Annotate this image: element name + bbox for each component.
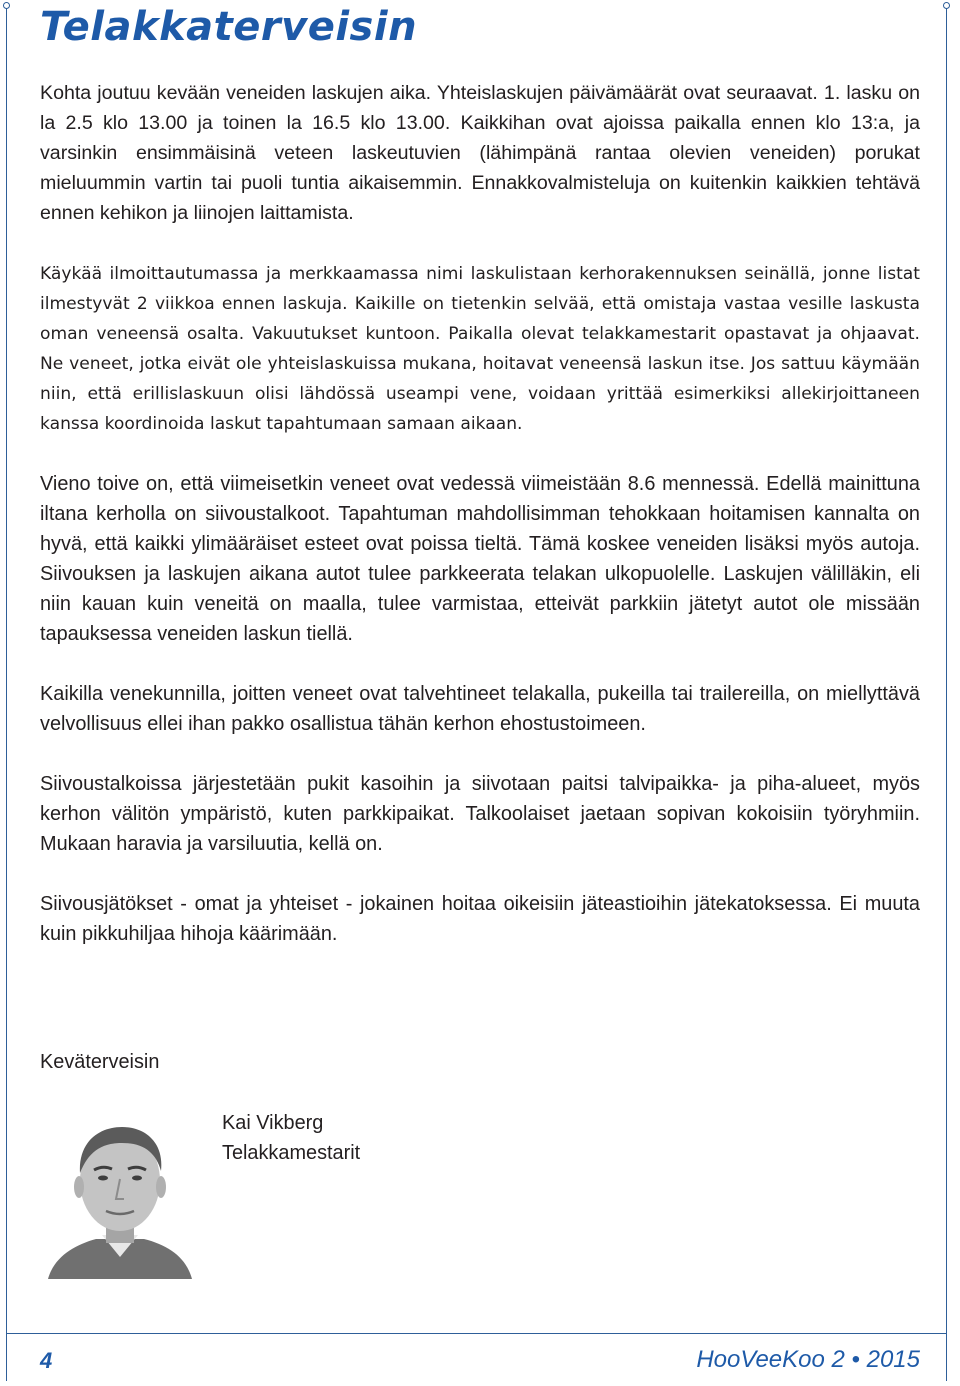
- page-frame-left-line: [6, 7, 7, 1381]
- author-name: Kai Vikberg: [222, 1112, 324, 1134]
- paragraph-cleanup-day: Vieno toive on, että viimeisetkin veneet ovat vedessä viimeistään 8.6 mennessä. Edellä mainittuna iltana kerholla on siivoustalkoot. Tapahtuman mahdollisimman tehokkaan hoitamisen kannalta on hyvä, että kaikki ylimääräiset esteet ovat poissa tieltä. Tämä koskee veneiden lisäksi myös autoja. Siivouksen ja laskujen aikana autot tulee parkkeerata telakan ulkopuolelle. Laskujen välilläkin, eli niin kauan kuin veneitä on maalla, tulee varmistaa, etteivät parkkiin jätetyt autot ole missään tapauksessa veneiden laskun tiellä.: [40, 473, 920, 645]
- frame-ornament-right: [943, 2, 950, 9]
- closing-greeting: Keväterveisin: [40, 1051, 160, 1073]
- article-body: [40, 78, 920, 979]
- article-title: Telakkaterveisin: [40, 4, 418, 50]
- paragraph-cleanup-tasks: Siivoustalkoissa järjestetään pukit kasoihin ja siivotaan paitsi talvipaikka- ja piha-alueet, myös kerhon välitön ympäristö, kuten parkkipaikat. Talkoolaiset jaetaan sopivan kokoisiin työryhmiin. Mukaan haravia ja varsiluutia, kellä on.: [40, 773, 920, 855]
- publication-info: HooVeeKoo 2 • 2015: [696, 1346, 920, 1373]
- footer-divider: [6, 1333, 947, 1334]
- page-number: 4: [40, 1348, 53, 1373]
- frame-ornament-left: [3, 2, 10, 9]
- author-role: Telakkamestarit: [222, 1142, 361, 1164]
- page-frame-right-line: [946, 7, 947, 1381]
- author-portrait: [40, 1107, 200, 1279]
- paragraph-launch-dates: Kohta joutuu kevään veneiden laskujen aika. Yhteislaskujen päivämäärät ovat seuraavat. 1. lasku on la 2.5 klo 13.00 ja toinen la 16.5 klo 13.00. Kaikkihan ovat ajoissa paikalla ennen klo 13:a, ja varsinkin ensimmäisinä veteen laskeutuvien (lähimpänä rantaa olevien veneiden) porukat mieluummin vartin tai puoli tuntia aikaisemmin. Ennakkovalmisteluja on kuitenkin kaikkien tehtävä ennen kehikon ja liinojen laittamista.: [40, 82, 920, 224]
- signature-block: [222, 1108, 360, 1168]
- paragraph-waste: Siivousjätökset - omat ja yhteiset - jokainen hoitaa oikeisiin jäteastioihin jätekatoksessa. Ei muuta kuin pikkuhiljaa hihoja käärimään.: [40, 893, 920, 945]
- paragraph-registration: Käykää ilmoittautumassa ja merkkaamassa nimi laskulistaan kerhorakennuksen seinällä, jonne listat ilmestyvät 2 viikkoa ennen laskuja. Kaikille on tietenkin selvää, että omistaja vastaa vesille laskusta oman veneensä osalta. Vakuutukset kuntoon. Paikalla olevat telakkamestarit opastavat ja ohjaavat. Ne veneet, jotka eivät ole yhteislaskuissa mukana, hoitavat veneensä laskun itse. Jos sattuu käymään niin, että erillislaskuun olisi lähdössä useampi vene, voidaan yrittää esimerkiksi allekirjoittaneen kanssa koordinoida laskut tapahtumaan samaan aikaan.: [40, 264, 920, 434]
- paragraph-boat-crews: Kaikilla venekunnilla, joitten veneet ovat talvehtineet telakalla, pukeilla tai trailereilla, on miellyttävä velvollisuus ellei ihan pakko osallistua tähän kerhon ehostustoimeen.: [40, 683, 920, 735]
